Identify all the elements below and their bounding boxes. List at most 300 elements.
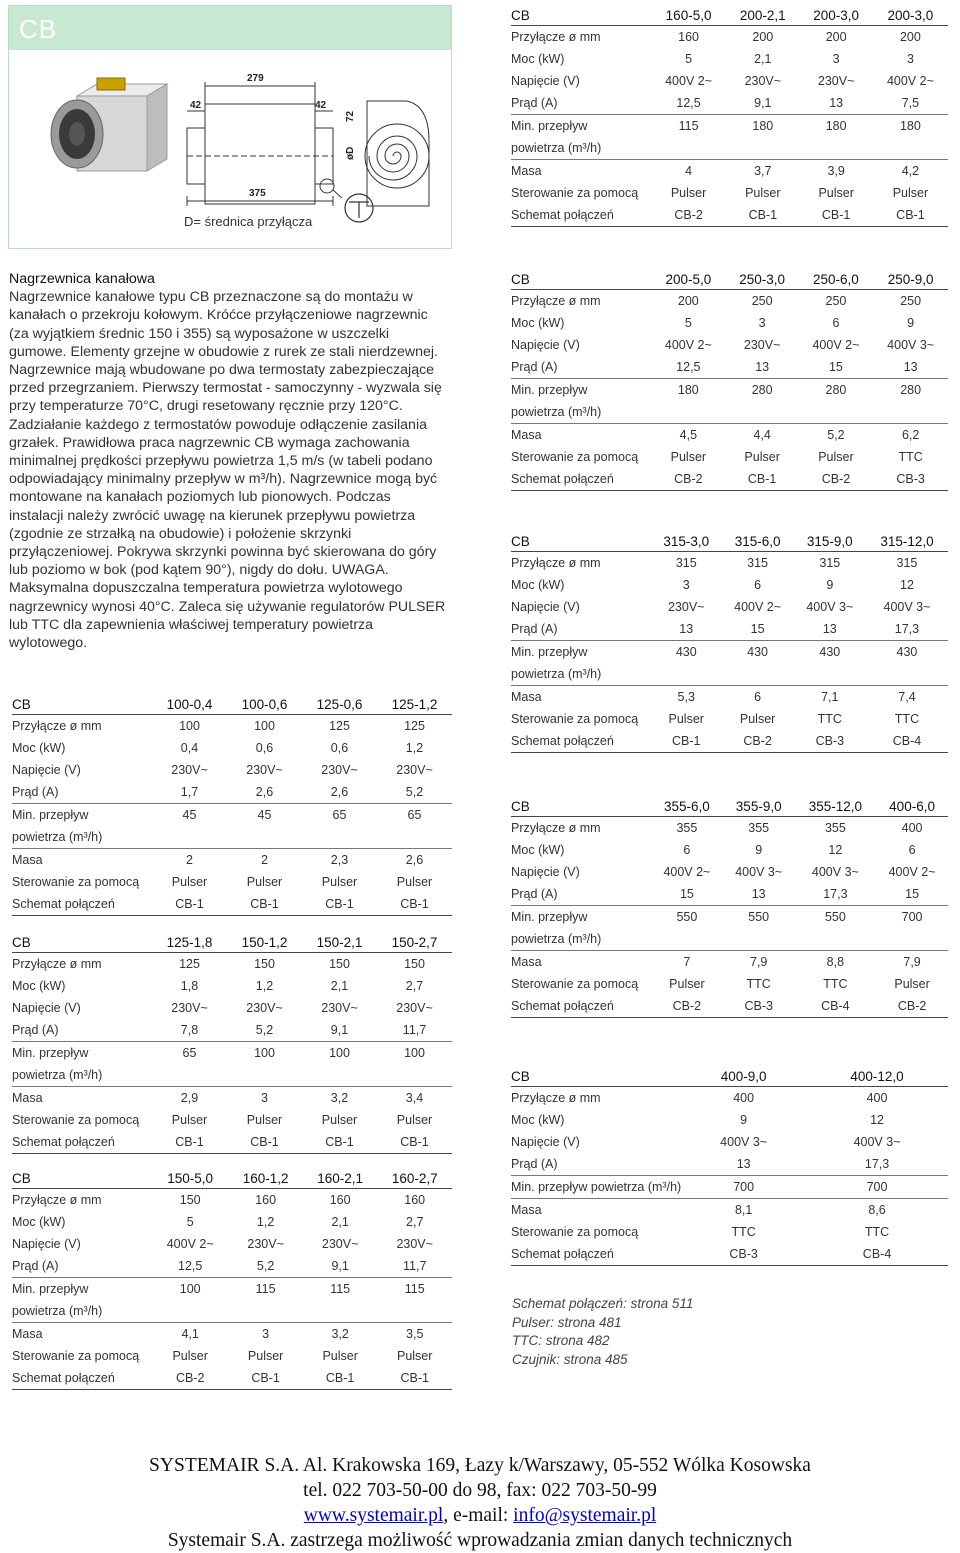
hero-title: CB: [19, 14, 58, 44]
model-header: 150-5,0: [152, 1168, 228, 1189]
table-cell: 230V~: [171, 1001, 208, 1015]
table-row: [511, 1153, 948, 1176]
email-link[interactable]: info@systemair.pl: [513, 1505, 657, 1526]
table-row: [511, 1199, 948, 1222]
table-cell: 150: [404, 957, 425, 971]
table-cell: 5,2: [255, 1023, 274, 1037]
table-cell: TTC: [817, 712, 842, 726]
model-header: 200-5,0: [651, 269, 726, 290]
table-row: [511, 730, 948, 753]
dim-length: 279: [247, 73, 264, 84]
model-header: 315-9,0: [794, 531, 866, 552]
table-cell: 355: [748, 821, 770, 835]
table-row: [511, 446, 948, 468]
table-row: [511, 928, 948, 951]
model-header: 315-3,0: [651, 531, 721, 552]
description-body: Nagrzewnice kanałowe typu CB przeznaczone są do montażu w kanałach o przekroju kołowym. Króćce przyłączeniowe nagrzewnic (za wyjątkiem średnic 150 i 355) są wyposażone w uszczelki gumowe. Elementy grzejne w obudowie z rurek ze stali nierdzewnej. Nagrzewnice mają wbudowane po dwa termostaty zabezpieczające przed przegrzaniem. Pierwszy termostat - samoczynny - wyzwala się przy temperaturze 70°C, drugi resetowany ręcznie przy 120°C. Zadziałanie każdego z termostatów powoduje odłączenie zasilania grzałek. Prawidłowa praca nagrzewnic CB wymaga zachowania minimalnej prędkości przepływu powietrza 1,5 m/s (w tabeli podano odpowiadający minimalny przepływ w m³/h). Nagrzewnice mogą być montowane na kanałach poziomych lub pionowych. Podczas instalacji należy zwrócić uwagę na kierunek przepływu powietrza (zgodnie ze strzałką na obudowie) i położenie skrzynki przyłączeniowej. Pokrywa skrzynki powinna być skierowana do góry lub poziomo w bok (pod kątem 90°), nigdy do dołu.: [9, 289, 442, 579]
table-cell: CB-4: [795, 995, 877, 1018]
model-header: 160-1,2: [228, 1168, 303, 1189]
row-label: powietrza (m³/h): [12, 1068, 103, 1082]
section-symbol: [345, 194, 373, 222]
table-cell: 280: [726, 379, 799, 402]
table-cell: 0,6: [330, 741, 349, 755]
table-cell: 180: [873, 115, 948, 138]
row-label: Min. przepływ: [511, 115, 651, 138]
table-row: [12, 871, 452, 893]
table-cell: Pulser: [669, 977, 705, 991]
heater-photo: [51, 78, 167, 171]
table-cell: CB-3: [681, 1243, 806, 1266]
row-label: Masa: [12, 1087, 152, 1110]
table-cell: 2,7: [406, 1215, 424, 1229]
row-label: Sterowanie za pomocą: [511, 712, 639, 726]
row-label: Masa: [511, 951, 651, 974]
table-cell: Pulser: [321, 1113, 358, 1127]
table-cell: 7,1: [794, 686, 866, 709]
row-label: Prąd (A): [511, 622, 558, 636]
model-header: 125-1,8: [152, 932, 227, 953]
empty-cell: [227, 1064, 302, 1087]
dim-spigot-left: 42: [190, 100, 202, 111]
empty-cell: [228, 1300, 303, 1323]
row-label: Przyłącze ø mm: [12, 957, 102, 971]
footer-contact: [0, 1503, 960, 1528]
table-row: [12, 975, 452, 997]
table-cell: 12: [900, 578, 914, 592]
spec-table-2: [12, 932, 452, 1154]
table-cell: CB-1: [377, 1367, 452, 1390]
table-cell: 13: [679, 622, 694, 636]
table-row: [511, 48, 948, 70]
dim-height: 72: [345, 110, 356, 122]
table-cell: 400V 3~: [806, 600, 854, 614]
empty-cell: [152, 1064, 227, 1087]
row-label: Przyłącze ø mm: [511, 294, 601, 308]
empty-cell: [873, 401, 948, 424]
model-header: 125-0,6: [302, 694, 377, 715]
row-label: powietrza (m³/h): [12, 830, 103, 844]
table-cell: 6: [832, 316, 840, 330]
row-label: Napięcie (V): [511, 1135, 580, 1149]
table-cell: CB-2: [721, 730, 793, 753]
table-cell: CB-1: [799, 204, 872, 227]
model-header: 160-5,0: [651, 5, 726, 26]
table-cell: Pulser: [246, 1113, 283, 1127]
row-label: powietrza (m³/h): [511, 141, 602, 155]
table-cell: 4: [651, 160, 726, 183]
row-label: Napięcie (V): [12, 1237, 81, 1251]
table-cell: 400V 2~: [886, 74, 934, 88]
table-row: [511, 708, 948, 730]
table-cell: 180: [799, 115, 872, 138]
table-row: [511, 1131, 948, 1153]
spec-table-7: [511, 796, 948, 1018]
table-cell: 6: [683, 843, 691, 857]
table-cell: Pulser: [172, 1349, 208, 1363]
table-cell: Pulser: [171, 875, 208, 889]
table-row: [511, 1109, 948, 1131]
table-cell: 3: [758, 316, 766, 330]
empty-cell: [377, 1300, 452, 1323]
row-label: Sterowanie za pomocą: [12, 875, 140, 889]
table-cell: Pulser: [739, 712, 776, 726]
table-row: [12, 1087, 452, 1110]
table-cell: 280: [799, 379, 874, 402]
row-label: Napięcie (V): [511, 600, 580, 614]
row-label: Schemat połączeń: [12, 893, 152, 916]
table-row: [511, 334, 948, 356]
table-cell: 160: [329, 1193, 351, 1207]
table-row: [511, 290, 948, 313]
spec-table-8: [511, 1066, 948, 1266]
table-cell: 7,9: [876, 951, 948, 974]
table-cell: CB-2: [876, 995, 948, 1018]
table-row: [511, 204, 948, 227]
table-cell: 65: [152, 1042, 227, 1065]
model-header: 125-1,2: [377, 694, 452, 715]
table-cell: 9,1: [331, 1259, 349, 1273]
table-cell: 2,9: [152, 1087, 227, 1110]
row-label: Min. przepływ: [12, 804, 152, 827]
table-cell: CB-4: [866, 730, 948, 753]
table-cell: Pulser: [171, 1113, 208, 1127]
product-description: [9, 270, 449, 652]
row-label: Masa: [511, 1199, 681, 1222]
table-row: [511, 137, 948, 160]
table-cell: 2,1: [331, 1215, 349, 1229]
table-row: [12, 1211, 452, 1233]
table-row: [511, 1221, 948, 1243]
row-label: Schemat połączeń: [511, 995, 651, 1018]
row-label: Przyłącze ø mm: [511, 821, 601, 835]
row-label: Schemat połączeń: [511, 1243, 681, 1266]
table-cell: 5,2: [405, 785, 424, 799]
row-label: powietrza (m³/h): [511, 932, 602, 946]
table-cell: 315: [675, 556, 697, 570]
model-header: 200-2,1: [726, 5, 799, 26]
note-scheme-page: Schemat połączeń: strona 511: [512, 1296, 694, 1311]
hero-caption: D= średnica przyłącza: [184, 214, 313, 229]
row-label: Prąd (A): [511, 887, 558, 901]
row-label: Napięcie (V): [12, 763, 81, 777]
row-label: Schemat połączeń: [12, 1367, 152, 1390]
table-cell: 3: [227, 1087, 302, 1110]
table-row: [511, 641, 948, 664]
table-cell: 400V 2~: [664, 338, 712, 352]
table-cell: CB-2: [152, 1367, 228, 1390]
table-cell: 115: [651, 115, 726, 138]
table-cell: 13: [755, 360, 770, 374]
table-cell: 5,3: [651, 686, 721, 709]
table-cell: 230V~: [246, 763, 283, 777]
table-row: [511, 883, 948, 906]
table-cell: 100: [254, 719, 275, 733]
table-cell: 13: [829, 96, 844, 110]
table-cell: CB-1: [228, 1367, 303, 1390]
dim-diameter: øD: [345, 146, 356, 160]
table-cell: 9: [907, 316, 915, 330]
empty-cell: [152, 826, 227, 849]
table-cell: 5: [186, 1215, 194, 1229]
footer-phone: tel. 022 703-50-00 do 98, fax: 022 703-50-99: [303, 1480, 657, 1501]
table-row: [12, 826, 452, 849]
table-row: [12, 1345, 452, 1367]
table-cell: 400: [901, 821, 923, 835]
table-cell: CB-3: [794, 730, 866, 753]
table-row: [511, 468, 948, 491]
row-label: Sterowanie za pomocą: [511, 450, 639, 464]
table-cell: 3,7: [726, 160, 799, 183]
table-cell: Pulser: [744, 450, 780, 464]
table-cell: 400: [733, 1091, 755, 1105]
table-cell: 15: [750, 622, 765, 636]
row-label: Masa: [511, 686, 651, 709]
model-header: 355-6,0: [651, 796, 723, 817]
table-cell: 8,6: [806, 1199, 948, 1222]
table-cell: 230V~: [396, 1237, 433, 1251]
table-cell: CB-1: [152, 1131, 227, 1154]
model-header: 100-0,4: [152, 694, 227, 715]
row-label: Sterowanie za pomocą: [511, 186, 639, 200]
table-cell: 125: [404, 719, 425, 733]
table-row: [511, 839, 948, 861]
table-cell: 700: [681, 1176, 806, 1199]
table-cell: 550: [795, 906, 877, 929]
table-cell: 230V~: [321, 1001, 358, 1015]
table-cell: CB-1: [303, 1367, 378, 1390]
model-header: 250-6,0: [799, 269, 874, 290]
table-cell: 45: [152, 804, 227, 827]
table-cell: Pulser: [396, 1349, 433, 1363]
table-cell: CB-3: [723, 995, 795, 1018]
table-row: [511, 92, 948, 115]
table-cell: CB-1: [152, 893, 227, 916]
hero-band: [9, 6, 451, 50]
row-label: Moc (kW): [12, 979, 66, 993]
table-cell: 100: [302, 1042, 377, 1065]
table-row: [511, 686, 948, 709]
table-cell: 7,9: [723, 951, 795, 974]
table-cell: TTC: [894, 712, 920, 726]
empty-cell: [377, 1064, 452, 1087]
table-cell: 3: [682, 578, 690, 592]
table-cell: TTC: [746, 977, 771, 991]
table-cell: 3: [906, 52, 914, 66]
table-cell: CB-2: [651, 468, 726, 491]
table-cell: 200: [825, 30, 847, 44]
table-cell: 13: [736, 1157, 751, 1171]
product-drawing: [37, 56, 437, 238]
table-cell: CB-1: [726, 468, 799, 491]
empty-cell: [152, 1300, 228, 1323]
table-cell: 3: [228, 1323, 303, 1346]
table-cell: 17,3: [823, 887, 848, 901]
table-cell: CB-1: [302, 893, 377, 916]
table-cell: 9: [740, 1113, 748, 1127]
table-cell: CB-1: [302, 1131, 377, 1154]
table-cell: CB-1: [227, 893, 302, 916]
table-cell: 230V~: [743, 338, 781, 352]
table-cell: 200: [752, 30, 774, 44]
empty-cell: [651, 663, 721, 686]
table-cell: 230V~: [744, 74, 782, 88]
table-cell: 230V~: [817, 74, 855, 88]
table-cell: 115: [228, 1278, 303, 1301]
table-cell: 7: [651, 951, 723, 974]
model-header: 160-2,1: [303, 1168, 378, 1189]
row-label: Moc (kW): [12, 1215, 66, 1229]
empty-cell: [723, 928, 795, 951]
empty-cell: [651, 401, 726, 424]
table-cell: 400V 3~: [735, 865, 783, 879]
model-header: 100-0,6: [227, 694, 302, 715]
table-cell: 6: [754, 578, 762, 592]
empty-cell: [377, 826, 452, 849]
table-cell: TTC: [898, 450, 923, 464]
table-cell: 6,2: [873, 424, 948, 447]
table-cell: TTC: [864, 1225, 890, 1239]
model-header: 200-3,0: [799, 5, 872, 26]
row-label: Min. przepływ: [511, 379, 651, 402]
description-title: Nagrzewnica kanałowa: [9, 271, 155, 287]
table-cell: 65: [377, 804, 452, 827]
table-header-label: CB: [12, 1168, 152, 1189]
table-header-label: CB: [12, 694, 152, 715]
table-cell: 4,1: [152, 1323, 228, 1346]
table-cell: 230V~: [396, 763, 433, 777]
table-cell: 2,1: [754, 52, 772, 66]
table-row: [511, 663, 948, 686]
table-cell: 400V 2~: [166, 1237, 214, 1251]
row-label: Napięcie (V): [511, 74, 580, 88]
company-footer: [0, 1453, 960, 1553]
table-cell: 6: [721, 686, 793, 709]
table-cell: 400: [866, 1091, 888, 1105]
table-cell: 13: [751, 887, 766, 901]
table-cell: 3,9: [799, 160, 872, 183]
table-cell: 100: [377, 1042, 452, 1065]
table-cell: 1,2: [405, 741, 424, 755]
empty-cell: [799, 137, 872, 160]
website-link[interactable]: www.systemair.pl: [303, 1505, 444, 1526]
table-cell: 315: [819, 556, 841, 570]
table-cell: TTC: [731, 1225, 756, 1239]
table-cell: 115: [377, 1278, 452, 1301]
table-cell: 125: [329, 719, 350, 733]
table-cell: CB-1: [726, 204, 799, 227]
table-row: [511, 906, 948, 929]
row-label: Sterowanie za pomocą: [511, 1225, 639, 1239]
table-cell: 230V~: [667, 600, 705, 614]
table-cell: 11,7: [402, 1023, 427, 1037]
table-cell: 4,5: [651, 424, 726, 447]
row-label: Przyłącze ø mm: [511, 1091, 601, 1105]
table-cell: CB-4: [806, 1243, 948, 1266]
table-cell: 9,1: [754, 96, 772, 110]
table-cell: 400V 3~: [853, 1135, 901, 1149]
table-cell: Pulser: [396, 875, 433, 889]
empty-cell: [302, 826, 377, 849]
table-row: [12, 893, 452, 916]
note-sensor-page: Czujnik: strona 485: [512, 1351, 628, 1367]
table-row: [511, 356, 948, 379]
table-cell: 6: [908, 843, 916, 857]
table-cell: 355: [824, 821, 846, 835]
table-row: [511, 596, 948, 618]
table-cell: 180: [726, 115, 799, 138]
empty-cell: [726, 401, 799, 424]
table-cell: Pulser: [322, 1349, 358, 1363]
table-cell: 430: [721, 641, 793, 664]
table-cell: 0,6: [255, 741, 274, 755]
table-cell: 115: [303, 1278, 378, 1301]
table-row: [12, 1300, 452, 1323]
table-row: [12, 1278, 452, 1301]
table-cell: 700: [806, 1176, 948, 1199]
table-cell: 12,5: [676, 96, 701, 110]
row-label: Masa: [12, 1323, 152, 1346]
table-cell: 400V 3~: [720, 1135, 768, 1149]
table-cell: Pulser: [745, 186, 781, 200]
table-cell: 13: [903, 360, 918, 374]
table-row: [12, 1109, 452, 1131]
table-cell: 355: [676, 821, 698, 835]
empty-cell: [795, 928, 877, 951]
table-row: [12, 1019, 452, 1042]
table-cell: Pulser: [396, 1113, 433, 1127]
table-cell: 9: [755, 843, 763, 857]
table-cell: 550: [723, 906, 795, 929]
table-row: [12, 1233, 452, 1255]
table-row: [12, 849, 452, 872]
product-hero: [8, 5, 452, 249]
row-label: Sterowanie za pomocą: [12, 1349, 140, 1363]
table-cell: 100: [227, 1042, 302, 1065]
empty-cell: [794, 663, 866, 686]
empty-cell: [302, 1064, 377, 1087]
page-references: [512, 1295, 693, 1369]
note-pulser-page: Pulser: strona 481: [512, 1314, 622, 1330]
table-cell: 160: [404, 1193, 426, 1207]
table-cell: TTC: [823, 977, 848, 991]
table-cell: Pulser: [246, 875, 283, 889]
spec-table-5: [511, 269, 948, 491]
row-label: Min. przepływ: [12, 1278, 152, 1301]
table-cell: 400V 2~: [665, 74, 713, 88]
empty-cell: [303, 1300, 378, 1323]
table-row: [12, 1131, 452, 1154]
table-cell: 4,2: [873, 160, 948, 183]
table-cell: 11,7: [403, 1259, 427, 1273]
row-label: Min. przepływ: [12, 1042, 152, 1065]
table-cell: 2: [152, 849, 227, 872]
table-row: [511, 401, 948, 424]
table-row: [12, 759, 452, 781]
table-cell: Pulser: [818, 186, 854, 200]
table-row: [12, 737, 452, 759]
table-row: [511, 973, 948, 995]
table-header-label: CB: [511, 5, 651, 26]
table-cell: 5: [685, 52, 693, 66]
table-cell: 700: [876, 906, 948, 929]
table-row: [12, 1064, 452, 1087]
table-cell: 1,2: [255, 979, 274, 993]
table-cell: 430: [794, 641, 866, 664]
table-cell: CB-1: [227, 1131, 302, 1154]
empty-cell: [866, 663, 948, 686]
row-label: Moc (kW): [511, 843, 565, 857]
table-cell: 17,3: [864, 1157, 890, 1171]
